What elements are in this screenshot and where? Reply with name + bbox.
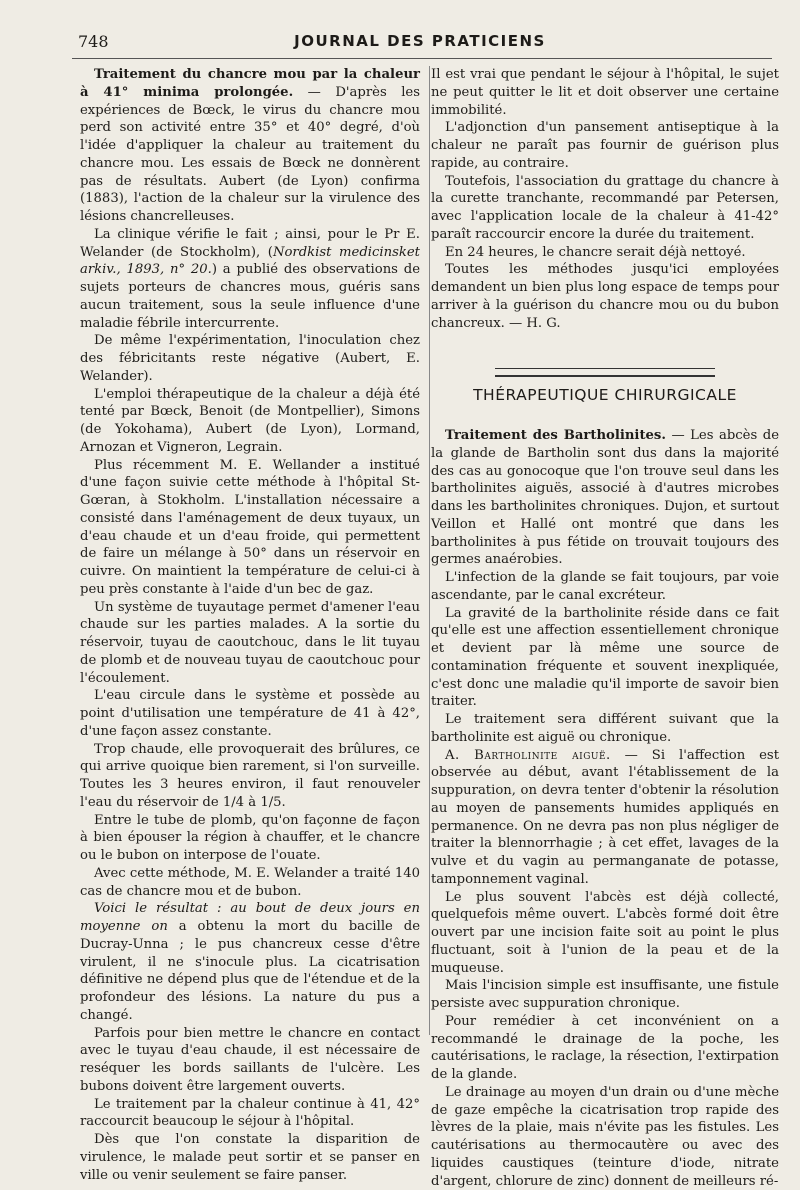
left-column xyxy=(80,66,420,1184)
paragraph: Mais l'incision simple est insuffisante, une fistule persiste avec suppuration chronique. xyxy=(431,978,779,1011)
paragraph-text: — Les abcès de la glande de Bartholin sont dus dans la majorité des cas au gonocoque que l'on trouve seul dans les bartholinites aiguës, associé à d'autres microbes dans les bartholinites chroniques. Dujon, et surtout Veillon et Hallé ont montré que dans les bartholinites à pus fétide on trouvait toujours des germes anaérobies. xyxy=(431,428,780,568)
paragraph xyxy=(80,226,420,333)
paragraph: En 24 heures, le chancre serait déjà nettoyé. xyxy=(445,244,746,260)
paragraph-text: — Si l'affection est observée au début, avant l'établissement de la suppuration, on devra tenter d'obtenir la résolution au moyen de pansements humides appliqués en permanence. On ne devra pas non plus négliger de traiter la blennorrhagie ; à cet effet, lavages de la vulve et du vagin au permanganate de potasse, tamponnement vaginal. xyxy=(431,747,780,887)
header-rule xyxy=(72,58,772,59)
result-phrase: Voici le résultat : au bout de deux jours en moyenne on xyxy=(80,901,420,934)
paragraph: Le traitement sera différent suivant que la bartholinite est aiguë ou chronique. xyxy=(431,712,779,745)
paragraph: La gravité de la bartholinite réside dans ce fait qu'elle est une affection essentiellement chronique et devient par là même une source de contamination fréquente et souvent inexpliquée, c'est donc une maladie qu'il importe de savoir bien traiter. xyxy=(431,605,779,710)
paragraph: Le traitement par la chaleur continue à 41, 42° raccourcit beaucoup le séjour à l'hôpital. xyxy=(80,1096,420,1130)
paragraph xyxy=(431,747,779,889)
section-heading: THÉRAPEUTIQUE CHIRURGICALE xyxy=(473,386,737,405)
paragraph-text: ) a publié des observations de sujets porteurs de chancres mous, guéris sans aucun traitement, sous la seule influence d'une maladie fébrile intercurrente. xyxy=(80,262,420,331)
paragraph: Dès que l'on constate la disparition de virulence, le malade peut sortir et se panser en ville ou venir seulement se faire panser. xyxy=(80,1132,420,1183)
journal-title: JOURNAL DES PRATICIENS xyxy=(294,32,546,50)
paragraph: Toutefois, l'association du grattage du chancre à la curette tranchante, recommandé par Petersen, avec l'application locale de la chaleur à 41-42° paraît raccourcir encore la durée du traitement. xyxy=(431,173,779,242)
paragraph: Trop chaude, elle provoquerait des brûlures, ce qui arrive quoique bien rarement, si l'on surveille. Toutes les 3 heures environ, il faut renouveler l'eau du réservoir de 1/4 à 1/5. xyxy=(80,741,420,810)
citation: Nordkist medicinsket arkiv., 1893, n° 20. xyxy=(80,244,420,278)
paragraph: L'emploi thérapeutique de la chaleur a déjà été tenté par Bœck, Benoit (de Montpellier), Simons (de Yokohama), Aubert (de Lyon), Lormand, Arnozan et Vigneron, Legrain. xyxy=(80,386,420,455)
paragraph: Toutes les méthodes jusqu'ici employées demandent un bien plus long espace de temps pour arriver à la guérison du chancre mou ou du bubon chancreux. — H. G. xyxy=(431,262,779,331)
article-bartholinites-intro xyxy=(431,427,779,569)
paragraph: Avec cette méthode, M. E. Welander a traité 140 cas de chancre mou et de bubon. xyxy=(80,865,420,899)
paragraph: Parfois pour bien mettre le chancre en contact avec le tuyau d'eau chaude, il est nécessaire de reséquer les bords saillants de l'ulcère. Les bubons doivent être largement ouverts. xyxy=(80,1025,420,1094)
paragraph: Un système de tuyautage permet d'amener l'eau chaude sur les parties malades. A la sortie du réservoir, tuyau de caoutchouc, dans le lit tuyau de plomb et de nouveau tuyau de caoutchouc pour l'écoulement. xyxy=(80,599,420,686)
paragraph xyxy=(80,900,420,1024)
subsection-label: A. Bartholinite aiguë. xyxy=(445,747,611,763)
page-header xyxy=(70,28,770,54)
paragraph-text: La clinique vérifie le fait ; ainsi, pour le Pr E. Welander (de Stockholm), ( xyxy=(80,226,420,260)
paragraph: L'eau circule dans le système et possède au point d'utilisation une température de 41 à 42°, d'une façon assez constante. xyxy=(80,688,420,739)
article-title: Traitement des Bartholinites. xyxy=(445,428,666,443)
page-number: 748 xyxy=(78,32,109,51)
paragraph-text: a obtenu la mort du bacille de Ducray-Unna ; le pus chancreux cesse d'être virulent, il ne s'inocule plus. La cicatrisation définitive ne dépend plus que de l'étendue et de la profondeur des lésions. La nature du pus a changé. xyxy=(80,919,420,1023)
paragraph: Le drainage au moyen d'un drain ou d'une mèche de gaze empêche la cicatrisation trop rapide des lèvres de la plaie, mais n'évite pas les fistules. Les cautérisations au thermocautère ou avec des liquides caustiques (teinture d'iode, nitrate d'argent, chlorure de zinc) donnent de meilleurs ré- xyxy=(431,1084,779,1189)
paragraph: Plus récemment M. E. Wellander a institué d'une façon suivie cette méthode à l'hôpital St-Gœran, à Stokholm. L'installation nécessaire a consisté dans l'aménagement de deux tuyaux, un d'eau chaude et un d'eau froide, qui permettent de faire un mélange à 50° dans un réservoir en cuivre. On maintient la température de celui-ci à peu près constante à l'aide d'un bec de gaz. xyxy=(80,457,420,597)
article-chancre-intro xyxy=(80,66,420,226)
paragraph-text: — D'après les expériences de Bœck, le virus du chancre mou perd son activité entre 35° et 40° degré, d'où l'idée d'appliquer la chaleur au traitement du chancre mou. Les essais de Bœck ne donnèrent pas de résultats. Aubert (de Lyon) confirma (1883), l'action de la chaleur sur la virulence des lésions chancrelleuses. xyxy=(80,84,420,224)
paragraph: Entre le tube de plomb, qu'on façonne de façon à bien épouser la région à chauffer, et le chancre ou le bubon on interpose de l'ouate. xyxy=(80,812,420,863)
paragraph: L'infection de la glande se fait toujours, par voie ascendante, par le canal excréteur. xyxy=(431,570,779,603)
right-column xyxy=(431,66,779,1190)
paragraph: De même l'expérimentation, l'inoculation chez des fébricitants reste négative (Aubert, E. Welander). xyxy=(80,333,420,384)
paragraph: L'adjonction d'un pansement antiseptique à la chaleur ne paraît pas fournir de guérison plus rapide, au contraire. xyxy=(431,120,779,171)
column-divider xyxy=(429,66,430,1035)
article-title: Traitement du chancre mou par la chaleur à 41° minima prolongée. xyxy=(80,67,420,100)
section-separator xyxy=(495,368,715,377)
paragraph: Pour remédier à cet inconvénient on a recommandé le drainage de la poche, les cautérisations, le raclage, la résection, l'extirpation de la glande. xyxy=(431,1013,779,1082)
paragraph: Le plus souvent l'abcès est déjà collecté, quelquefois même ouvert. L'abcès formé doit être ouvert par une incision faite soit au point le plus fluctuant, soit à l'union de la peau et de la muqueuse. xyxy=(431,889,779,976)
paragraph: Il est vrai que pendant le séjour à l'hôpital, le sujet ne peut quitter le lit et doit observer une certaine immobilité. xyxy=(431,67,779,118)
